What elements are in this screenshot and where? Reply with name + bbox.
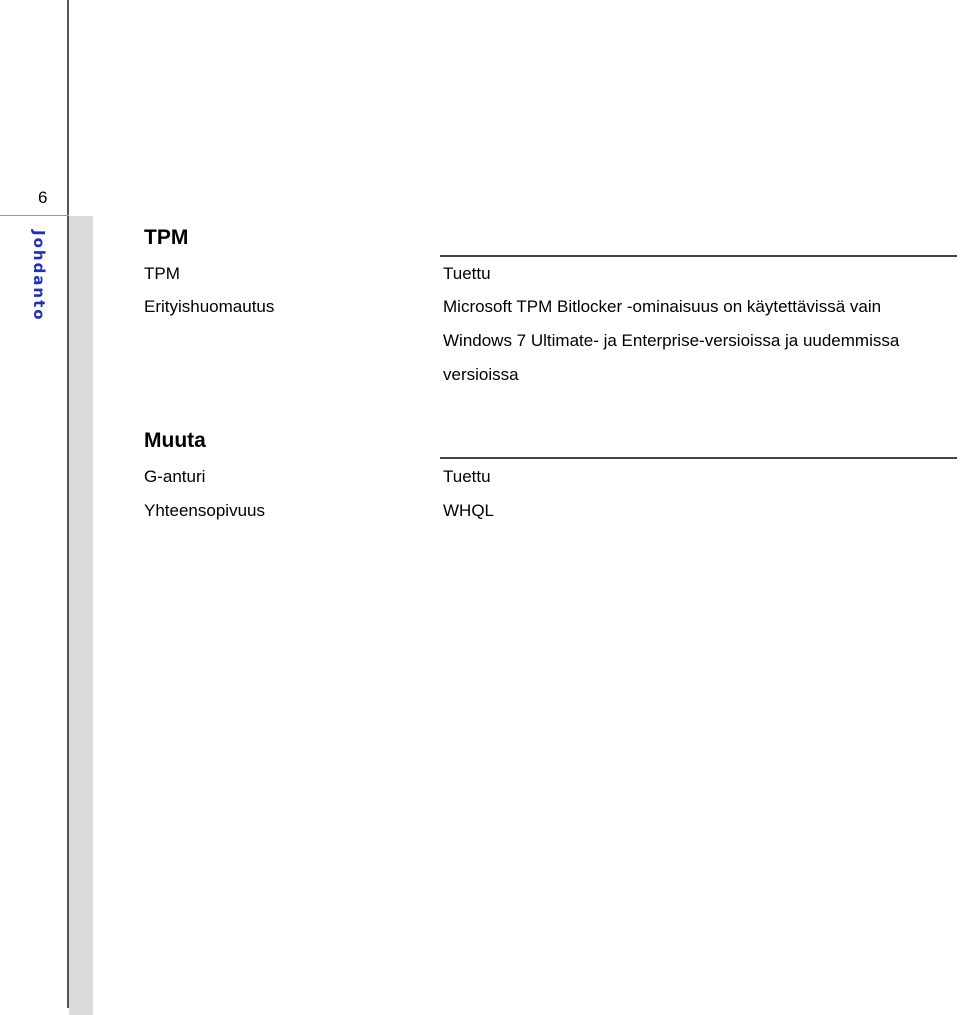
spec-label-note: Erityishuomautus [144, 297, 275, 316]
page-number: 6 [38, 188, 48, 207]
section-title-tpm: TPM [144, 226, 189, 249]
section-title-other: Muuta [144, 429, 206, 452]
spec-value-compatibility: WHQL [443, 501, 494, 520]
spec-label-g-sensor: G-anturi [144, 467, 206, 486]
page-number-rule [0, 215, 69, 216]
spec-value-note-line-2: Windows 7 Ultimate- ja Enterprise-versioissa ja uudemmissa [443, 331, 900, 350]
margin-band [69, 216, 93, 1015]
spec-value-tpm: Tuettu [443, 264, 491, 283]
spec-value-note-line-3: versioissa [443, 365, 519, 384]
spec-label-tpm: TPM [144, 264, 180, 283]
chapter-side-label: Johdanto [30, 230, 48, 322]
section-rule-tpm [440, 255, 957, 257]
spec-value-g-sensor: Tuettu [443, 467, 491, 486]
section-rule-other [440, 457, 957, 459]
spec-value-note-line-1: Microsoft TPM Bitlocker -ominaisuus on käytettävissä vain [443, 297, 882, 316]
spec-label-compatibility: Yhteensopivuus [144, 501, 265, 520]
